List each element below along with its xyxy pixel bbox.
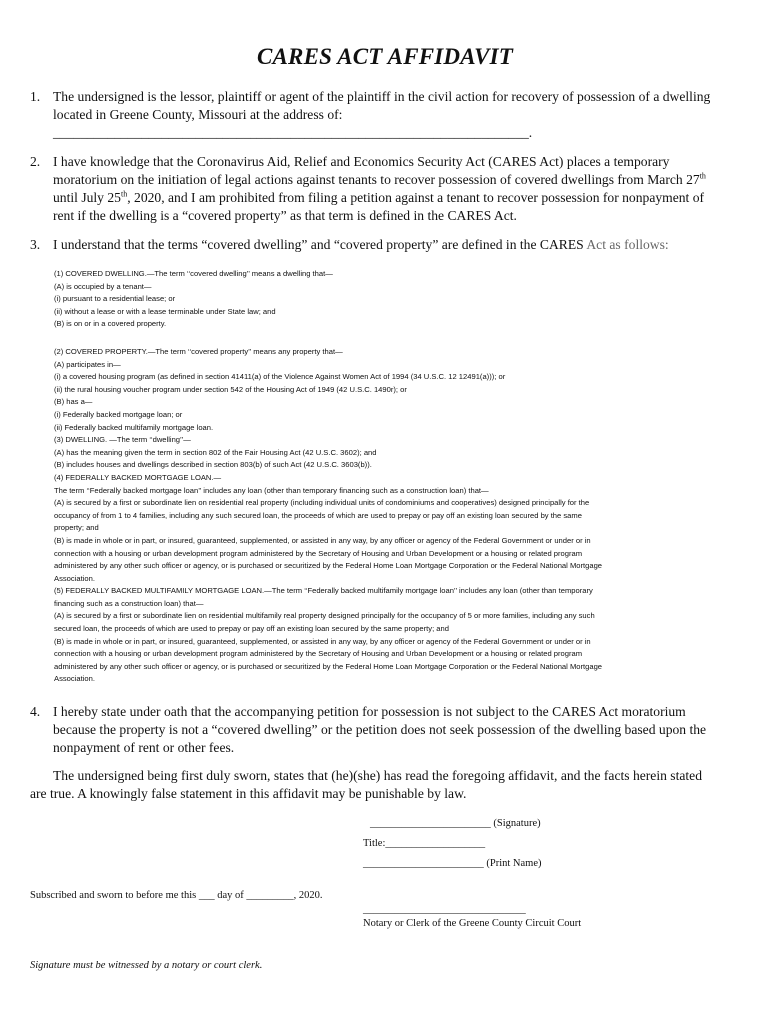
definition-line: (2) COVERED PROPERTY.—The term ‘‘covered property’’ means any property that—: [54, 347, 343, 356]
definition-line: (B) is on or in a covered property.: [54, 319, 167, 329]
item-number: 4.: [30, 704, 41, 719]
definition-line: administered by any other such officer or agency, or is purchased or securitized by the Federal Home Loan Mortgage Corporation or the Federal National Mortgage: [54, 561, 603, 571]
definition-line: financing such as a construction loan) that—: [54, 598, 204, 608]
definitions-covered-property: [54, 346, 724, 686]
item-1-line-1: The undersigned is the lessor, plaintiff or agent of the plaintiff in the civil action for recovery of possession of a dwelling: [53, 89, 711, 104]
item-4-line-3: nonpayment of rent or other fees.: [53, 740, 235, 755]
address-blank-line[interactable]: ______________________________________________________________________.: [53, 125, 533, 140]
item-text: [53, 88, 748, 142]
definition-line: (B) is made in whole or in part, or insured, guaranteed, supplemented, or assisted in any way, by any officer or agency of the Federal Government or under or in: [54, 636, 591, 646]
definition-line: (B) includes houses and dwellings described in section 803(b) of such Act (42 U.S.C. 3603(b)).: [54, 460, 372, 470]
item-2-line-2: moratorium on the initiation of legal actions against tenants to recover possession of covered dwellings from March 27th: [53, 171, 706, 187]
item-4-line-2: because the property is not a “covered dwelling” or the petition does not seek possession of the dwelling based upon the: [53, 722, 707, 737]
definition-line: (i) Federally backed mortgage loan; or: [54, 409, 183, 419]
definition-line: connection with a housing or urban development program administered by the Secretary of Housing and Urban Development or a housing or related program: [54, 649, 583, 659]
item-number: 2.: [30, 154, 41, 169]
item-2-line-1: I have knowledge that the Coronavirus Aid, Relief and Economics Security Act (CARES Act) places a temporary: [53, 154, 670, 169]
item-number: 3.: [30, 237, 41, 252]
item-3-text: I understand that the terms “covered dwelling” and “covered property” are defined in the CARES: [53, 237, 584, 252]
definition-line: (B) has a—: [54, 397, 93, 407]
definition-line: administered by any other such officer or agency, or is purchased or securitized by the Federal Home Loan Mortgage Corporation or the Federal National Mortgage: [54, 661, 603, 671]
definition-line: property; and: [54, 523, 99, 533]
definition-line: (ii) Federally backed multifamily mortgage loan.: [54, 422, 214, 432]
definition-line: (A) is secured by a first or subordinate lien on residential real property (including individual units of condominiums and cooperatives) designed principally for the: [54, 498, 590, 508]
definition-line: Association.: [54, 674, 95, 684]
notary-signature-line[interactable]: _______________________________: [363, 904, 526, 915]
title-line[interactable]: Title:___________________: [363, 838, 486, 849]
definition-line: (ii) without a lease or with a lease terminable under State law; and: [54, 306, 276, 316]
oath-paragraph: [30, 767, 730, 803]
item-1-line-2: located in Greene County, Missouri at the address of:: [53, 107, 343, 122]
definition-line: (i) a covered housing program (as defined in section 41411(a) of the Violence Against Women Act of 1994 (34 U.S.C. 12 12491(a))); or: [54, 372, 506, 382]
definition-line: (3) DWELLING. —The term ‘‘dwelling’’—: [54, 435, 191, 445]
oath-line-2: are true. A knowingly false statement in this affidavit may be punishable by law.: [30, 786, 467, 801]
item-text: [53, 703, 748, 757]
item-number: 1.: [30, 89, 41, 104]
definition-line: (ii) the rural housing voucher program under section 542 of the Housing Act of 1949 (42 U.S.C. 1490r); or: [54, 384, 407, 394]
definition-line: Association.: [54, 573, 95, 583]
definition-line: (5) FEDERALLY BACKED MULTIFAMILY MORTGAGE LOAN.—The term ‘‘Federally backed multifamily mortgage loan’’ includes any loan (other than temporary: [54, 586, 593, 596]
definition-line: (1) COVERED DWELLING.—The term ‘‘covered dwelling’’ means a dwelling that—: [54, 269, 333, 278]
definition-line: (A) is occupied by a tenant—: [54, 281, 152, 291]
item-text: [53, 153, 748, 225]
document-title: CARES ACT AFFIDAVIT: [256, 44, 514, 69]
definition-line: (4) FEDERALLY BACKED MORTGAGE LOAN.—: [54, 472, 222, 482]
definitions-covered-dwelling: [54, 268, 724, 331]
definition-line: (A) participates in—: [54, 359, 121, 369]
definition-line: secured loan, the proceeds of which are used to prepay or pay off an existing loan secured by the same property; and: [54, 624, 449, 634]
definition-line: (A) is secured by a first or subordinate lien on residential multifamily real property designed principally for the occupancy of 5 or more families, including any such: [54, 611, 595, 621]
footer-note: Signature must be witnessed by a notary or court clerk.: [30, 960, 263, 971]
item-2-line-4: rent if the dwelling is a “covered property” as that term is defined in the CARES Act.: [53, 208, 517, 223]
definition-line: The term ‘‘Federally backed mortgage loan’’ includes any loan (other than temporary financing such as a construction loan) that—: [54, 485, 489, 495]
item-2-line-3: until July 25th, 2020, and I am prohibited from filing a petition against a tenant to recover possession for nonpayment of: [53, 189, 705, 205]
signature-line[interactable]: _______________________ (Signature): [370, 818, 541, 829]
print-name-line[interactable]: _______________________ (Print Name): [363, 858, 542, 869]
definition-line: (B) is made in whole or in part, or insured, guaranteed, supplemented, or assisted in any way, by any officer or agency of the Federal Government or under or in: [54, 535, 591, 545]
item-3-text-tail: Act as follows:: [583, 237, 669, 252]
definition-line: occupancy of from 1 to 4 families, including any such secured loan, the proceeds of which are used to prepay or pay off an existing loan secured by the same: [54, 510, 582, 520]
definition-line: connection with a housing or urban development program administered by the Secretary of Housing and Urban Development or a housing or related program: [54, 548, 583, 558]
definition-line: (i) pursuant to a residential lease; or: [54, 294, 176, 304]
definition-line: (A) has the meaning given the term in section 802 of the Fair Housing Act (42 U.S.C. 3602); and: [54, 447, 377, 457]
oath-line-1: The undersigned being first duly sworn, states that (he)(she) has read the foregoing affidavit, and the facts herein stated: [53, 768, 703, 783]
subscribed-sworn-line[interactable]: Subscribed and sworn to before me this ___ day of _________, 2020.: [30, 890, 323, 901]
item-text: [53, 236, 748, 254]
notary-label: Notary or Clerk of the Greene County Circuit Court: [363, 918, 582, 929]
item-4-line-1: I hereby state under oath that the accompanying petition for possession is not subject to the CARES Act moratorium: [53, 704, 686, 719]
